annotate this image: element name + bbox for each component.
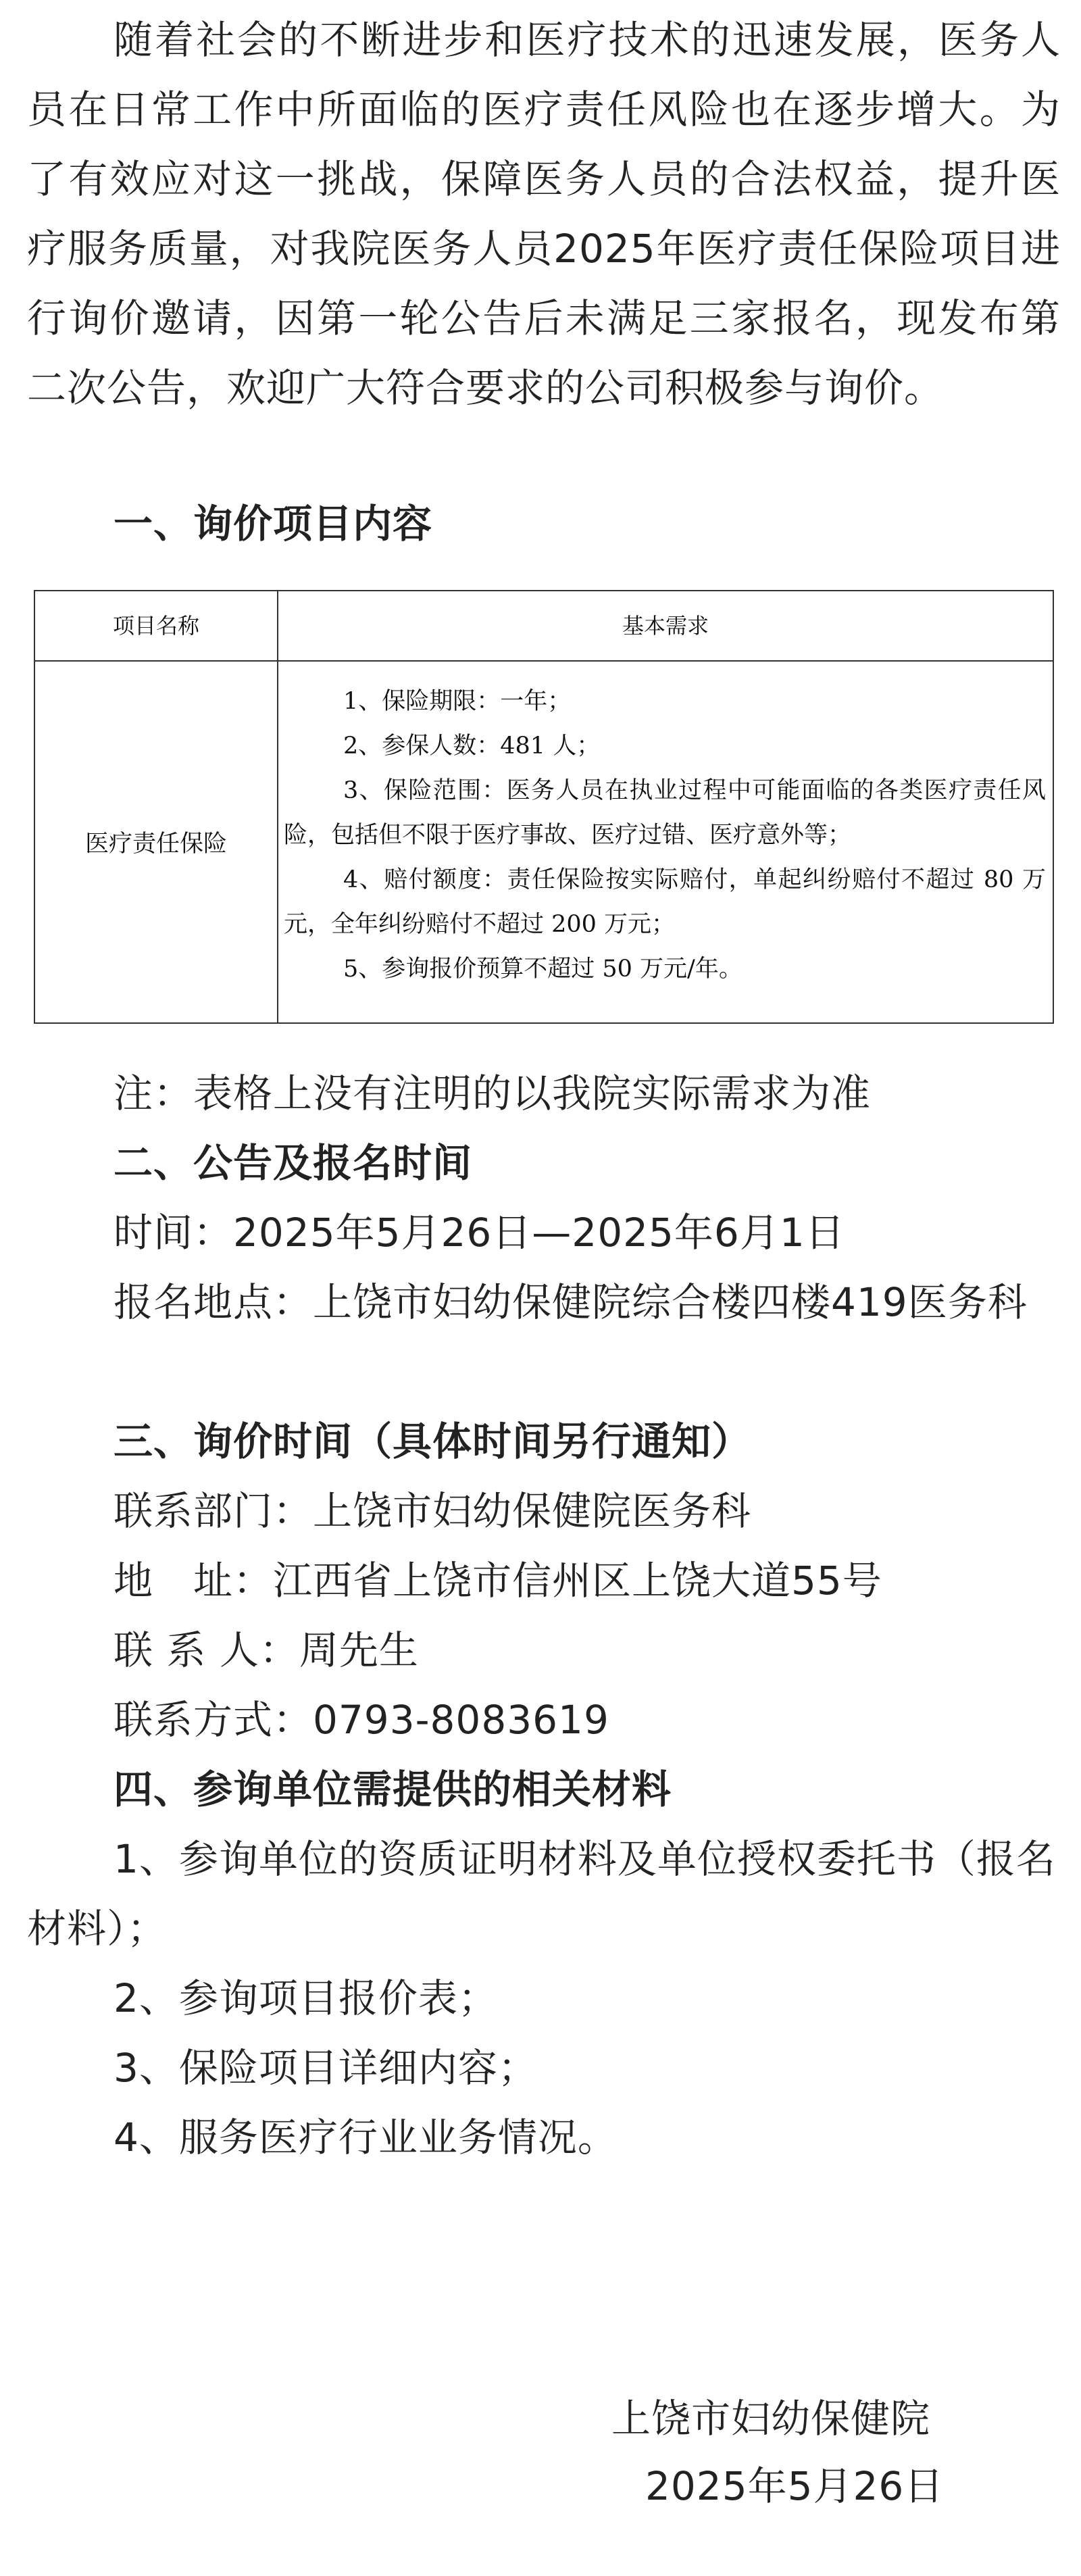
requirement-item: 4、赔付额度：责任保险按实际赔付，单起纠纷赔付不超过 80 万元，全年纠纷赔付不超过 200 万元； <box>284 866 1046 938</box>
materials-item: 3、保险项目详细内容； <box>114 2045 538 2091</box>
table-cell-project-name: 医疗责任保险 <box>84 831 227 858</box>
intro-paragraph: 随着社会的不断进步和医疗技术的迅速发展，医务人员在日常工作中所面临的医疗责任风险也在逐步增大。为了有效应对这一挑战，保障医务人员的合法权益，提升医疗服务质量，对我院医务人员2025年医疗责任保险项目进行询价邀请，因第一轮公告后未满足三家报名，现发布第二次公告，欢迎广大符合要求的公司积极参与询价。 <box>27 17 1061 411</box>
materials-item: 2、参询项目报价表； <box>114 1975 498 2021</box>
inquiry-table <box>34 590 1054 1024</box>
registration-location: 报名地点：上饶市妇幼保健院综合楼四楼419医务科 <box>114 1279 1028 1325</box>
section-heading-inquiry-time: 三、询价时间（具体时间另行通知） <box>114 1418 752 1464</box>
requirement-item: 5、参询报价预算不超过 50 万元/年。 <box>343 956 743 983</box>
table-cell-requirements <box>284 679 1046 991</box>
contact-department: 联系部门：上饶市妇幼保健院医务科 <box>114 1488 752 1534</box>
table-note: 注：表格上没有注明的以我院实际需求为准 <box>114 1070 872 1116</box>
section-heading-announcement-time: 二、公告及报名时间 <box>114 1140 473 1186</box>
requirement-item: 2、参保人数：481 人； <box>343 733 601 760</box>
contact-address: 地 址：江西省上饶市信州区上饶大道55号 <box>114 1558 882 1604</box>
signature-organization: 上饶市妇幼保健院 <box>611 2396 931 2442</box>
materials-item: 4、服务医疗行业业务情况。 <box>114 2114 618 2160</box>
requirement-item: 3、保险范围：医务人员在执业过程中可能面临的各类医疗责任风险，包括但不限于医疗事故、医疗过错、医疗意外等； <box>284 777 1046 849</box>
registration-time: 时间：2025年5月26日—2025年6月1日 <box>114 1210 845 1256</box>
section-heading-materials: 四、参询单位需提供的相关材料 <box>114 1766 672 1812</box>
contact-person: 联 系 人：周先生 <box>114 1627 419 1673</box>
requirement-item: 1、保险期限：一年； <box>343 688 572 715</box>
section-heading-inquiry-content: 一、询价项目内容 <box>114 501 433 547</box>
materials-item: 1、参询单位的资质证明材料及单位授权委托书（报名材料）； <box>27 1836 1056 1952</box>
table-header-project-name: 项目名称 <box>112 613 199 639</box>
table-header-requirements: 基本需求 <box>622 613 709 639</box>
signature-date: 2025年5月26日 <box>645 2463 945 2509</box>
contact-phone: 联系方式：0793-8083619 <box>114 1697 609 1743</box>
